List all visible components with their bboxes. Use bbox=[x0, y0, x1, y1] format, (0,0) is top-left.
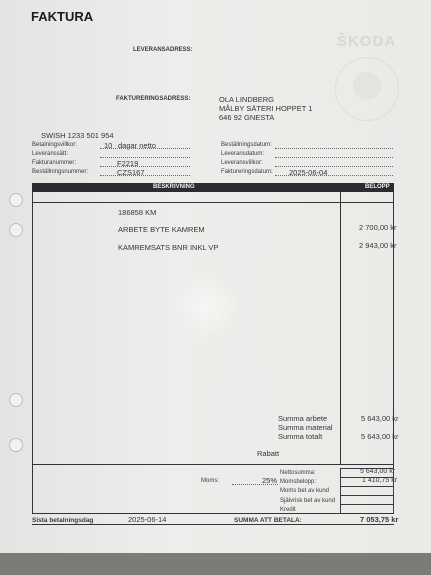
amount-due-value: 7 053,75 kr bbox=[360, 515, 399, 524]
invoice-date-label: Faktureringsdatum: bbox=[221, 169, 273, 175]
vat-amount-label: Momsbelopp: bbox=[280, 479, 317, 485]
table-rule bbox=[32, 202, 394, 203]
payment-terms-text: dagar netto bbox=[118, 141, 156, 150]
amount-due-label: SUMMA ATT BETALA: bbox=[234, 517, 302, 524]
delivery-terms-label: Leveransvillkor: bbox=[221, 160, 263, 166]
line-item-amount: 2 700,00 kr bbox=[359, 223, 397, 232]
credit-label: Kredit bbox=[280, 507, 296, 513]
footer-rule-bottom bbox=[32, 524, 394, 525]
totals-rule bbox=[32, 464, 394, 465]
footer-rule-top bbox=[32, 513, 394, 514]
table-column-divider bbox=[340, 192, 341, 464]
invoice-number-value: F2219 bbox=[117, 159, 139, 168]
field-rule bbox=[100, 157, 190, 158]
field-rule bbox=[100, 148, 190, 149]
brand-logo-text: ŠKODA bbox=[337, 33, 397, 50]
order-number-label: Beställningsnummer: bbox=[32, 169, 89, 175]
sum-total-value: 5 643,00 kr bbox=[361, 432, 399, 441]
payment-terms-label: Betalningsvillkor: bbox=[32, 142, 78, 148]
col-header-description: BESKRIVNING bbox=[153, 184, 195, 190]
address-line-1: OLA LINDBERG bbox=[219, 95, 275, 104]
col-header-amount: BELOPP bbox=[365, 184, 390, 190]
vat-percent: 25% bbox=[262, 476, 278, 485]
billing-address-label: FAKTURERINGSADRESS: bbox=[116, 96, 191, 102]
discount-label: Rabatt bbox=[257, 449, 280, 458]
net-sum-label: Nettosumma: bbox=[280, 470, 316, 476]
line-item-description: 186858 KM bbox=[118, 208, 157, 217]
field-rule bbox=[275, 166, 393, 167]
sum-total-label: Summa totalt bbox=[278, 432, 323, 441]
field-rule bbox=[100, 175, 190, 176]
delivery-date-label: Leveransdatum: bbox=[221, 151, 265, 157]
order-date-label: Beställningsdatum: bbox=[221, 142, 272, 148]
invoice-number-label: Fakturanummer: bbox=[32, 160, 77, 166]
address-line-2: MÅLBY SÄTERI HOPPET 1 bbox=[219, 104, 313, 113]
delivery-address-label: LEVERANSADRESS: bbox=[133, 47, 193, 53]
field-rule bbox=[275, 175, 393, 176]
binder-hole bbox=[9, 438, 23, 452]
net-sum-value: 5 643,00 kr bbox=[360, 468, 396, 475]
line-item-description: ARBETE BYTE KAMREM bbox=[118, 225, 205, 234]
deductible-paid-by-customer-label: Självrisk bet av kund bbox=[280, 498, 336, 504]
field-rule bbox=[275, 148, 393, 149]
order-number-value: CZS167 bbox=[117, 168, 145, 177]
sum-material-label: Summa material bbox=[278, 423, 333, 432]
delivery-method-label: Leveranssätt: bbox=[32, 151, 69, 157]
due-date-value: 2025-06-14 bbox=[128, 515, 167, 524]
vat-rule bbox=[232, 484, 278, 485]
field-rule bbox=[275, 157, 393, 158]
due-date-label: Sista betalningsdag bbox=[32, 517, 94, 524]
swish-number: SWISH 1233 501 954 bbox=[41, 131, 114, 140]
line-item-amount: 2 943,00 kr bbox=[359, 241, 397, 250]
sum-labor-value: 5 643,00 kr bbox=[361, 414, 399, 423]
vat-label: Moms: bbox=[201, 478, 219, 484]
binder-hole bbox=[9, 223, 23, 237]
line-item-description: KAMREMSATS BNR INKL VP bbox=[118, 243, 219, 252]
invoice-title: FAKTURA bbox=[31, 9, 94, 24]
field-rule bbox=[100, 166, 190, 167]
vat-paid-by-customer-label: Moms bet av kund bbox=[280, 488, 330, 494]
invoice-date-value: 2025-06-04 bbox=[289, 168, 328, 177]
address-line-3: 646 92 GNESTA bbox=[219, 113, 275, 122]
sum-labor-label: Summa arbete bbox=[278, 414, 328, 423]
binder-hole bbox=[9, 193, 23, 207]
paper-fold-highlight bbox=[170, 272, 240, 342]
payment-terms-days: 10 bbox=[104, 141, 113, 150]
table-header bbox=[32, 183, 394, 192]
brand-logo-inner bbox=[353, 72, 381, 100]
binder-hole bbox=[9, 393, 23, 407]
vat-amount-value: 1 410,75 kr bbox=[362, 477, 398, 484]
